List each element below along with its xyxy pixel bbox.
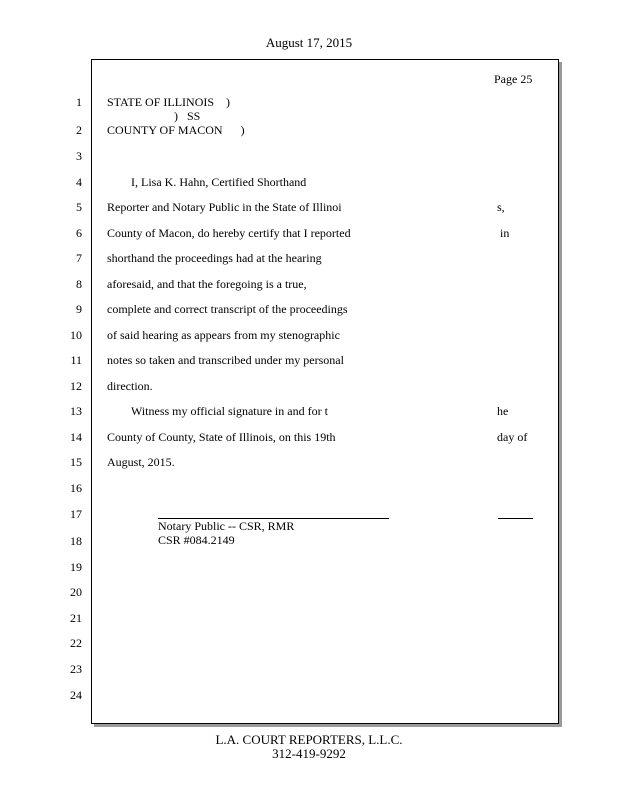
line-number: 14 [70,430,82,444]
line-number: 22 [70,636,82,650]
body-line-5: Reporter and Notary Public in the State of Illinoi [107,200,342,214]
line-number: 3 [76,149,82,163]
body-line-11: notes so taken and transcribed under my personal [107,353,344,367]
body-line-7: shorthand the proceedings had at the hearing [107,251,322,265]
line-number: 8 [76,277,82,291]
caption-state: STATE OF ILLINOIS ) [107,95,231,109]
footer-company: L.A. COURT REPORTERS, L.L.C. [215,732,403,747]
caption-county: COUNTY OF MACON ) [107,123,245,137]
body-line-9: complete and correct transcript of the proceedings [107,302,348,316]
caption-ss: ) SS [174,109,201,123]
signature-csr: CSR #084.2149 [158,533,235,547]
footer-phone: 312-419-9292 [272,746,346,761]
body-line-14: County of County, State of Illinois, on this 19th [107,430,336,444]
body-line-5-tail: s, [497,200,505,214]
page-number: Page 25 [494,72,533,86]
body-line-14-tail: day of [497,430,528,444]
line-number: 2 [76,123,82,137]
line-number: 11 [70,353,82,367]
body-line-6-tail: in [500,226,510,240]
body-line-8: aforesaid, and that the foregoing is a true, [107,277,307,291]
body-line-13-tail: he [497,404,509,418]
line-number: 12 [70,379,82,393]
line-number: 4 [76,175,82,189]
line-number: 20 [70,585,82,599]
line-number: 13 [70,404,82,418]
signature-line-tail [498,518,533,519]
line-number: 15 [70,455,82,469]
line-number: 18 [70,534,82,548]
line-number: 7 [76,251,82,265]
body-line-4: I, Lisa K. Hahn, Certified Shorthand [131,175,307,189]
header-date: August 17, 2015 [265,35,353,50]
line-number: 24 [70,688,82,702]
body-line-12: direction. [107,379,153,393]
line-number: 21 [70,611,82,625]
signature-title: Notary Public -- CSR, RMR [158,519,295,533]
line-number: 5 [76,200,82,214]
body-line-15: August, 2015. [107,455,175,469]
line-number: 19 [70,560,82,574]
body-line-13: Witness my official signature in and for t [131,404,328,418]
line-number: 16 [70,481,82,495]
line-number: 23 [70,662,82,676]
line-number: 17 [70,507,82,521]
line-number: 6 [76,226,82,240]
line-number: 9 [76,302,82,316]
line-number: 10 [70,328,82,342]
body-line-10: of said hearing as appears from my stenographic [107,328,340,342]
line-number: 1 [76,95,82,109]
body-line-6: County of Macon, do hereby certify that I reported [107,226,351,240]
transcript-page [91,59,559,724]
